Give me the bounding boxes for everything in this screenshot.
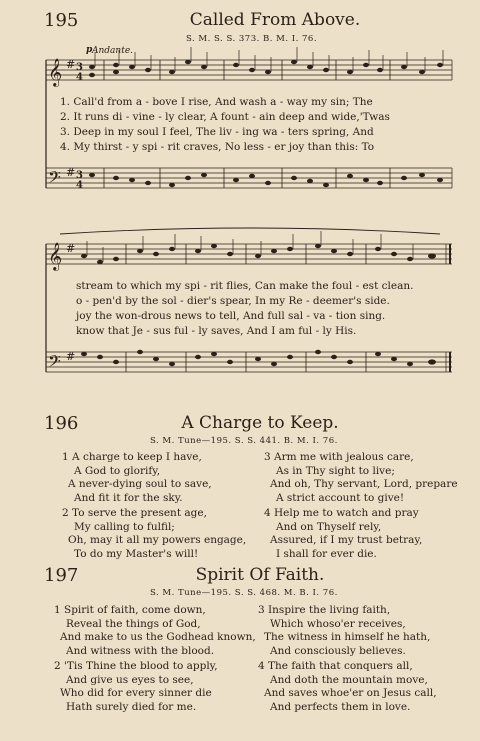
hymn-meta: S. M. Tune—195. S. S. 441. B. M. I. 76. (150, 436, 338, 446)
hymn-title: Called From Above. (189, 10, 361, 30)
verse-line: Oh, may it all my powers engage, (68, 534, 247, 547)
verse-line: And on Thyself rely, (276, 520, 382, 533)
verse-line: A never-dying soul to save, (68, 478, 212, 491)
verse-line: And fit it for the sky. (74, 491, 183, 504)
svg-text:4: 4 (76, 180, 83, 191)
tempo-marking: Andante. (92, 46, 134, 56)
verse (264, 507, 422, 561)
hymn-number: 197 (44, 565, 79, 586)
verse-line: And perfects them in love. (270, 700, 411, 713)
lyric-line: joy the won-drous news to tell, And full sal - va - tion sing. (76, 310, 386, 322)
svg-text:4: 4 (76, 72, 83, 83)
hymn-title: A Charge to Keep. (181, 413, 339, 433)
verse-line: Hath surely died for me. (66, 700, 197, 713)
verse (54, 604, 256, 658)
svg-text:#: # (66, 58, 76, 71)
hymn-number: 196 (44, 413, 79, 434)
verse-line: I shall for ever die. (276, 547, 377, 560)
verse (54, 660, 218, 714)
svg-text:𝄢: 𝄢 (48, 167, 61, 191)
verse-line: And make to us the Godhead known, (60, 631, 256, 644)
verse-line: 4 Help me to watch and pray (264, 507, 419, 519)
verse (258, 660, 437, 714)
verse-line: And witness with the blood. (66, 644, 215, 657)
svg-text:#: # (66, 350, 76, 363)
verse-line: The witness in himself he hath, (264, 631, 431, 644)
verse (62, 451, 212, 505)
verse-line: And consciously believes. (270, 644, 406, 657)
verse-line: 3 Inspire the living faith, (258, 604, 391, 616)
hymn-number: 195 (44, 10, 79, 31)
verse-line: Which whoso'er receives, (270, 617, 406, 630)
verse-line: 1 Spirit of faith, come down, (54, 604, 206, 616)
svg-text:𝄞: 𝄞 (48, 242, 63, 270)
verse-line: A God to glorify, (74, 464, 161, 477)
svg-text:#: # (66, 166, 76, 179)
verse-line: As in Thy sight to live; (276, 464, 395, 477)
verse-line: A strict account to give! (276, 491, 405, 504)
lyric-line: 1. Call'd from a - bove I rise, And wash a - way my sin; The (60, 96, 373, 108)
verse (264, 451, 458, 505)
verse (258, 604, 430, 658)
verse-line: And doth the mountain move, (270, 673, 428, 686)
svg-text:3: 3 (76, 62, 83, 73)
verse-line: Assured, if I my trust betray, (270, 534, 423, 547)
verse-line: To do my Master's will! (74, 547, 199, 560)
verse-line: And oh, Thy servant, Lord, prepare (270, 478, 458, 491)
verse-line: Reveal the things of God, (66, 617, 201, 630)
verse-line: 2 To serve the present age, (62, 507, 207, 519)
verse-line: 3 Arm me with jealous care, (264, 451, 414, 463)
staff-bass-1 (46, 168, 452, 188)
svg-text:𝄞: 𝄞 (48, 58, 63, 86)
hymn-meta: S. M. Tune—195. S. S. 468. M. B. I. 76. (150, 588, 338, 598)
verse-line: 4 The faith that conquers all, (258, 660, 413, 672)
verse-line: My calling to fulfil; (74, 520, 175, 533)
lyric-line: 2. It runs di - vine - ly clear, A fount - ain deep and wide,'Twas (60, 111, 390, 123)
svg-text:3: 3 (76, 170, 83, 181)
hymn-title: Spirit Of Faith. (195, 565, 325, 585)
lyric-line: 4. My thirst - y spi - rit craves, No less - er joy than this: To (60, 141, 375, 153)
svg-text:p: p (86, 45, 93, 55)
staff-bass-2 (46, 352, 452, 372)
verse-line: And saves whoe'er on Jesus call, (264, 687, 437, 700)
lyric-line: know that Je - sus ful - ly saves, And I am ful - ly His. (76, 325, 357, 337)
svg-text:𝄢: 𝄢 (48, 351, 61, 375)
lyric-line: o - pen'd by the sol - dier's spear, In my Re - deemer's side. (76, 295, 390, 307)
hymn-meta: S. M. S. S. 373. B. M. I. 76. (186, 34, 318, 44)
verse-line: And give us eyes to see, (66, 673, 194, 686)
verse (62, 507, 246, 561)
lyric-line: 3. Deep in my soul I feel, The liv - ing wa - ters spring, And (60, 126, 374, 138)
verse-line: Who did for every sinner die (60, 687, 212, 700)
svg-text:#: # (66, 242, 76, 255)
verse-line: 1 A charge to keep I have, (62, 451, 202, 463)
lyric-line: stream to which my spi - rit flies, Can make the foul - est clean. (76, 280, 414, 292)
verse-line: 2 'Tis Thine the blood to apply, (54, 660, 218, 672)
